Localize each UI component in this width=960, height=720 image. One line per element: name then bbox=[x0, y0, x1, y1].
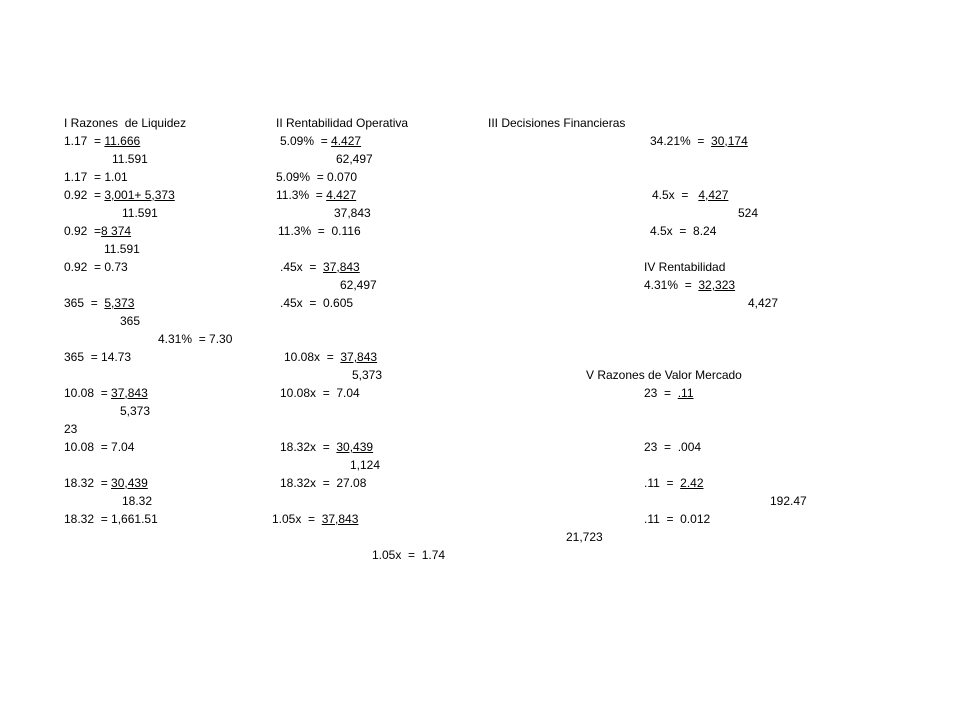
market-value-line: 21,723 bbox=[566, 530, 603, 544]
liquidity-line: 18.32 bbox=[122, 494, 153, 508]
operating-line: 10.08x = 37,843 bbox=[284, 350, 378, 364]
market-value-heading: V Razones de Valor Mercado bbox=[586, 368, 742, 382]
operating-line: 5.09% = 0.070 bbox=[276, 170, 358, 184]
liquidity-line: 0.92 = 3,001+ 5,373 bbox=[64, 188, 175, 202]
financial-line: 34.21% = 30,174 bbox=[650, 134, 748, 148]
liquidity-line: 1.17 = 11.666 bbox=[64, 134, 141, 148]
liquidity-line: 1.17 = 1.01 bbox=[64, 170, 128, 184]
market-value-line: 192.47 bbox=[770, 494, 807, 508]
operating-profitability-heading: II Rentabilidad Operativa bbox=[276, 116, 409, 130]
liquidity-line: 10.08 = 37,843 bbox=[64, 386, 148, 400]
liquidity-line: 10.08 = 7.04 bbox=[64, 440, 135, 454]
liquidity-line: 0.92 = 0.73 bbox=[64, 260, 128, 274]
operating-line: .45x = 37,843 bbox=[280, 260, 360, 274]
market-value-line: .11 = 2.42 bbox=[644, 476, 704, 490]
operating-line: 1,124 bbox=[350, 458, 381, 472]
market-value-line: 23 = .004 bbox=[644, 440, 702, 454]
profitability-heading: IV Rentabilidad bbox=[644, 260, 726, 274]
operating-line: 1.05x = 1.74 bbox=[372, 548, 446, 562]
liquidity-line: 23 bbox=[64, 422, 78, 436]
operating-line: 1.05x = 37,843 bbox=[272, 512, 359, 526]
operating-line: 18.32x = 27.08 bbox=[280, 476, 367, 490]
market-value-line: 23 = .11 bbox=[644, 386, 694, 400]
operating-line: 5.09% = 4.427 bbox=[280, 134, 362, 148]
liquidity-line: 5,373 bbox=[120, 404, 151, 418]
liquidity-line: 11.591 bbox=[112, 152, 148, 166]
liquidity-line: 11.591 bbox=[104, 242, 140, 256]
financial-line: 4.5x = 8.24 bbox=[650, 224, 717, 238]
financial-line: 524 bbox=[738, 206, 759, 220]
liquidity-line: 18.32 = 30,439 bbox=[64, 476, 148, 490]
operating-line: .45x = 0.605 bbox=[280, 296, 354, 310]
operating-line: 37,843 bbox=[334, 206, 371, 220]
liquidity-line: 365 bbox=[120, 314, 141, 328]
operating-line: 10.08x = 7.04 bbox=[280, 386, 360, 400]
liquidity-line: 365 = 5,373 bbox=[64, 296, 135, 310]
liquidity-line: 18.32 = 1,661.51 bbox=[64, 512, 158, 526]
operating-line: 18.32x = 30,439 bbox=[280, 440, 374, 454]
liquidity-line: 0.92 =8 374 bbox=[64, 224, 132, 238]
profitability-line: 4.31% = 32,323 bbox=[644, 278, 736, 292]
operating-line: 62,497 bbox=[340, 278, 377, 292]
market-value-line: .11 = 0.012 bbox=[644, 512, 711, 526]
operating-line: 62,497 bbox=[336, 152, 373, 166]
liquidity-line: 11.591 bbox=[122, 206, 158, 220]
liquidity-heading: I Razones de Liquidez bbox=[64, 116, 187, 130]
operating-line: 11.3% = 0.116 bbox=[278, 224, 361, 238]
operating-line: 11.3% = 4.427 bbox=[276, 188, 357, 202]
liquidity-line: 4.31% = 7.30 bbox=[158, 332, 233, 346]
profitability-line: 4,427 bbox=[748, 296, 779, 310]
financial-decisions-heading: III Decisiones Financieras bbox=[488, 116, 626, 130]
operating-line: 5,373 bbox=[352, 368, 383, 382]
liquidity-line: 365 = 14.73 bbox=[64, 350, 132, 364]
financial-line: 4.5x = 4,427 bbox=[652, 188, 729, 202]
